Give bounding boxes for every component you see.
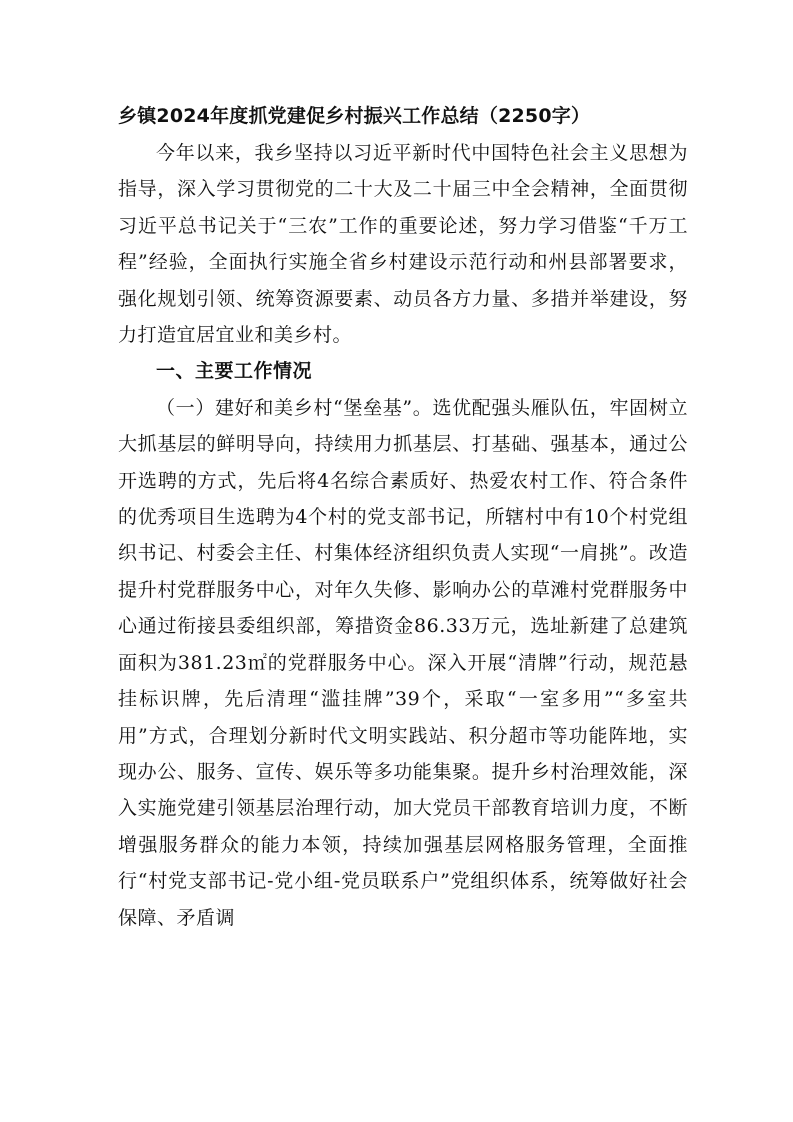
- document-title: 乡镇2024年度抓党建促乡村振兴工作总结（2250字）: [118, 105, 591, 127]
- intro-paragraph: 今年以来，我乡坚持以习近平新时代中国特色社会主义思想为指导，深入学习贯彻党的二十大及二十届三中全会精神，全面贯彻习近平总书记关于“三农”工作的重要论述，努力学习借鉴“千万工程”经验，全面执行实施全省乡村建设示范行动和州县部署要求，强化规划引领、统筹资源要素、动员各方力量、多措并举建设，努力打造宜居宜业和美乡村。: [118, 142, 688, 347]
- document-body: [118, 103, 688, 936]
- section-heading: 一、主要工作情况: [156, 360, 313, 383]
- body-paragraph: （一）建好和美乡村“堡垒基”。选优配强头雁队伍，牢固树立大抓基层的鲜明导向，持续用力抓基层、打基础、强基本，通过公开选聘的方式，先后将4名综合素质好、热爱农村工作、符合条件的优秀项目生选聘为4个村的党支部书记，所辖村中有10个村党组织书记、村委会主任、村集体经济组织负责人实现“一肩挑”。改造提升村党群服务中心，对年久失修、影响办公的草滩村党群服务中心通过衔接县委组织部，筹措资金86.33万元，选址新建了总建筑面积为381.23㎡的党群服务中心。深入开展“清牌”行动，规范悬挂标识牌，先后清理“滥挂牌”39个，采取“一室多用”“多室共用”方式，合理划分新时代文明实践站、积分超市等功能阵地，实现办公、服务、宣传、娱乐等多功能集聚。提升乡村治理效能，深入实施党建引领基层治理行动，加大党员干部教育培训力度，不断增强服务群众的能力本领，持续加强基层网格服务管理，全面推行“村党支部书记-党小组-党员联系户”党组织体系，统筹做好社会保障、矛盾调: [118, 396, 688, 929]
